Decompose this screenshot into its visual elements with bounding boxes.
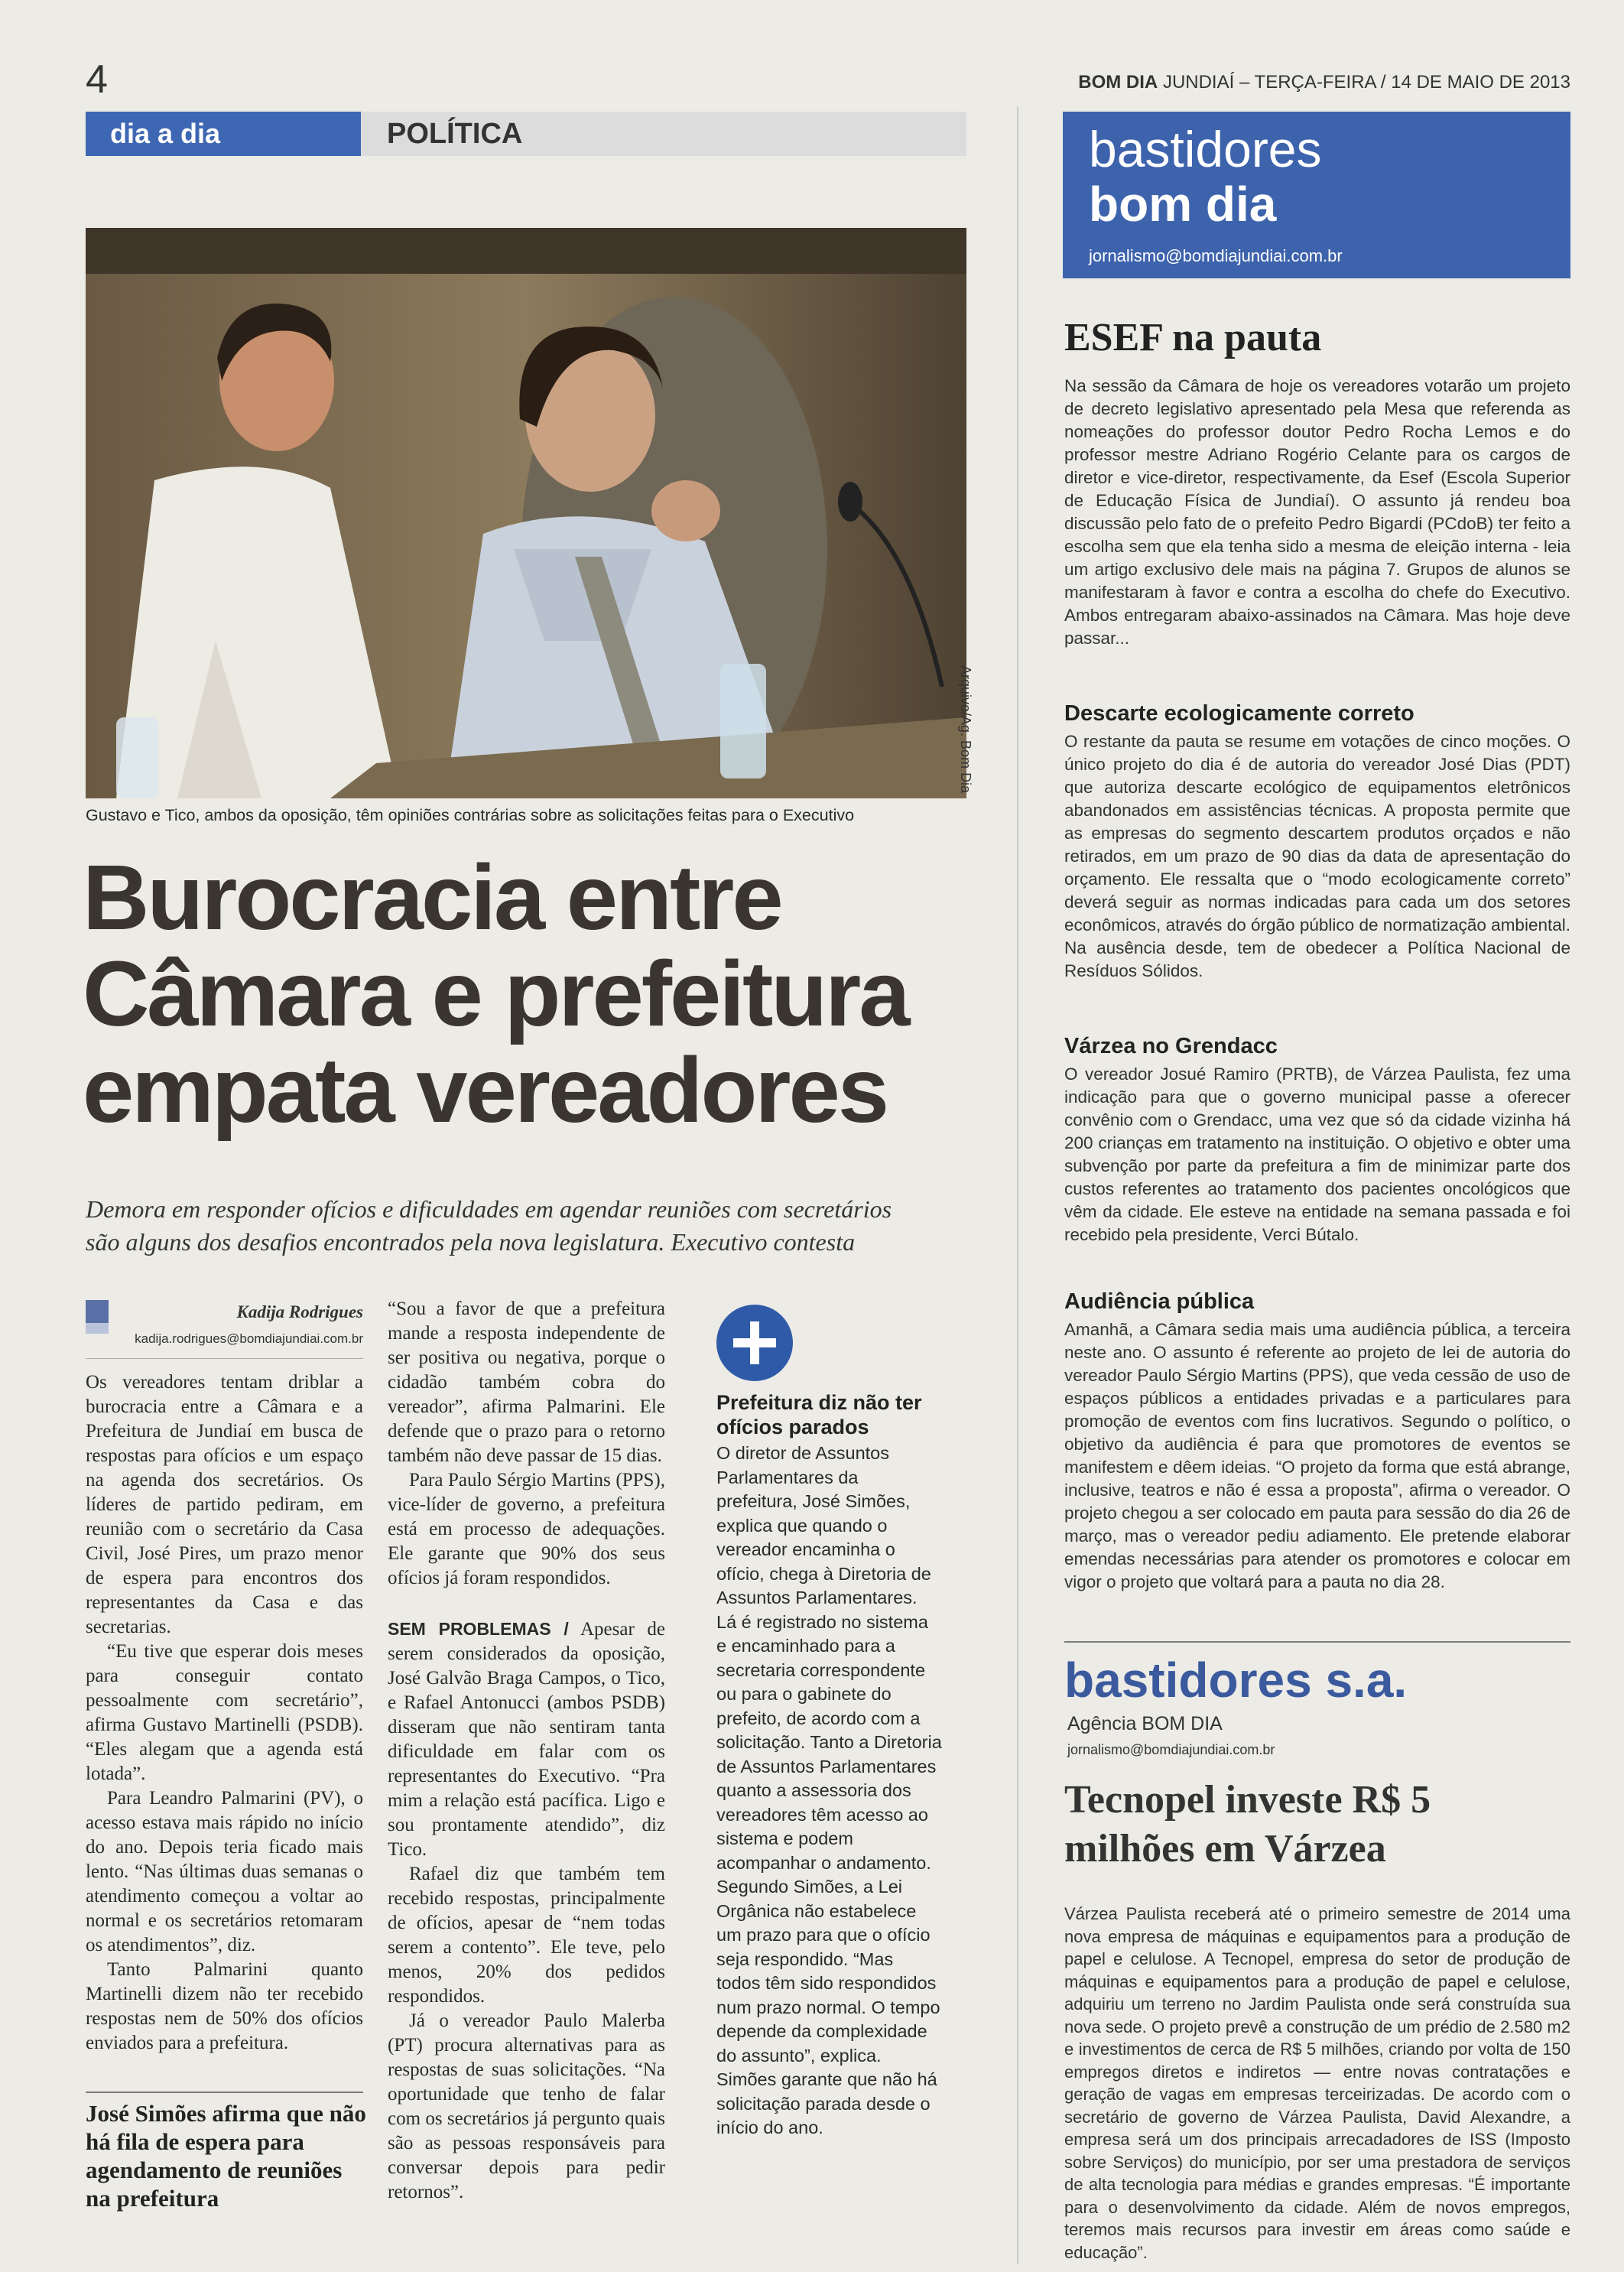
varzea-title: Várzea no Grendacc [1064, 1034, 1278, 1058]
deck [86, 1193, 988, 1259]
photo-credit: Arquivo/Ag. Bom Dia [958, 665, 973, 794]
section-tag: dia a dia [86, 112, 361, 156]
paragraph: Os vereadores tentam driblar a burocracia entre a Câmara e a Prefeitura de Jundiaí em busca de respostas para ofícios e um espaço na agenda dos secretários. Os líderes de partido pediram, em reunião com o secretário da Casa Civil, José Pires, um prazo menor de espera para encontros dos representantes da Casa e das secretarias. [86, 1372, 363, 1637]
author-name: Kadija Rodrigues [236, 1302, 363, 1321]
section-title: POLÍTICA [387, 118, 523, 150]
article-column-1 [86, 1370, 363, 2056]
paragraph: Para Leandro Palmarini (PV), o acesso estava mais rápido no início do ano. Depois teria ficado mais lento. “Nas últimas duas semanas o atendimento começou a voltar ao normal e os secretários retomaram os atendimentos”, diz. [86, 1788, 363, 1955]
article-column-2 [388, 1297, 665, 2205]
bastidores-email: jornalismo@bomdiajundiai.com.br [1089, 246, 1343, 265]
masthead-line [994, 72, 1570, 93]
subhead: SEM PROBLEMAS / [388, 1619, 569, 1639]
sa-rule [1064, 1641, 1570, 1643]
news-photo [86, 228, 966, 798]
photo-illustration [86, 228, 966, 798]
deck-line-2: são alguns dos desafios encontrados pela nova legislatura. Executivo contesta [86, 1228, 856, 1256]
esef-title: ESEF na pauta [1064, 316, 1322, 359]
author-email: kadija.rodrigues@bomdiajundiai.com.br [135, 1331, 363, 1346]
sa-headline [1064, 1776, 1570, 1874]
paragraph: “Eu tive que esperar dois meses para conseguir contato pessoalmente com secretário”, afirma Gustavo Martinelli (PSDB). “Eles alegam que a agenda está lotada”. [86, 1641, 363, 1784]
subhead-text: Apesar de serem considerados da oposição, José Galvão Braga Campos, o Tico, e Rafael Antonucci (ambos PSDB) disseram que não sentiram tanta dificuldade em falar com os representantes do Executivo. “Pra mim a relação está pacífica. Ligo e sou prontamente atendido”, diz Tico. [388, 1619, 665, 1860]
sa-email: jornalismo@bomdiajundiai.com.br [1067, 1742, 1275, 1757]
bastidores-title-1: bastidores [1089, 121, 1322, 177]
pullquote-rule [86, 2092, 363, 2093]
bastidores-title-2: bom dia [1089, 177, 1277, 232]
headline-line-1: Burocracia entre [83, 845, 781, 949]
audiencia-title: Audiência pública [1064, 1289, 1255, 1314]
sa-headline-line-2: milhões em Várzea [1064, 1827, 1386, 1871]
esef-text: Na sessão da Câmara de hoje os vereadores votarão um projeto de decreto legislativo apresentado pela Mesa que referenda as nomeações do professor doutor Pedro Rocha Lemos e do professor mestre Adriano Rogério Celante para os cargos de diretor e vice-diretor, respectivamente, da Esef (Escola Superior de Educação Física de Jundiaí). O assunto já rendeu boa discussão pelo fato de o prefeito Pedro Bigardi (PCdoB) ter feito a escolha sem que ela tenha sido a mesma de eleição interna - leia um artigo exclusivo dele mais na página 7. Grupos de alunos se manifestaram à favor e contra a escolha do chefe do Executivo. Ambos entregaram abaixo-assinados na Câmara. Mas hoje deve passar... [1064, 376, 1570, 648]
paragraph: Rafael diz que também tem recebido respostas, principalmente de ofícios, apesar de “nem todas serem a contento”. Ele teve, pelo menos, 20% dos pedidos respondidos. [388, 1864, 665, 2007]
paragraph: Já o vereador Paulo Malerba (PT) procura alternativas para as respostas de suas solicitações. “Na oportunidade que tenho de falar com os secretários já pergunto quais são as pessoas responsáveis para conversar depois para pedir retornos”. [388, 2010, 665, 2202]
varzea-text: O vereador Josué Ramiro (PRTB), de Várzea Paulista, fez uma indicação para que o governo municipal passe a oferecer convênio com o Grendacc, uma vez que só da cidade vizinha há 200 crianças em tratamento na instituição. O objetivo e obter uma subvenção por parte da prefeitura a fim de minimizar parte dos custos referentes ao tratamento dos pacientes oncológicos que vêm da cidade. Ele esteve na entidade na semana passada e foi recebido pela presidente, Verci Bútalo. [1064, 1064, 1570, 1244]
headline-line-3: empata vereadores [83, 1038, 888, 1142]
paragraph-subhead [388, 1617, 665, 1862]
descarte-title: Descarte ecologicamente correto [1064, 701, 1415, 726]
paragraph: Tanto Palmarini quanto Martinelli dizem não ter recebido respostas nem de 50% dos ofícios enviados para a prefeitura. [86, 1959, 363, 2053]
plus-icon [716, 1305, 793, 1381]
paragraph: Para Paulo Sérgio Martins (PPS), vice-líder de governo, a prefeitura está em processo de adequações. Ele garante que 90% dos seus ofícios já foram respondidos. [388, 1470, 665, 1588]
deck-line-1: Demora em responder ofícios e dificuldades em agendar reuniões com secretários [86, 1195, 892, 1223]
headline-line-2: Câmara e prefeitura [83, 941, 908, 1045]
headline [83, 845, 985, 1142]
sidebar-title: Prefeitura diz não ter ofícios parados [716, 1391, 922, 1438]
pullquote: José Simões afirma que não há fila de espera para agendamento de reuniões na prefeitura [86, 2100, 366, 2212]
sa-text: Várzea Paulista receberá até o primeiro semestre de 2014 uma nova empresa de máquinas e equipamentos para a produção de papel e celulose. A Tecnopel, empresa do setor de produção de máquinas e equipamentos para a produção de papel e celulose, adquiriu um terreno no Jardim Paulista onde será construída sua nova sede. O projeto prevê a construção de um prédio de 2.580 m2 e investimentos de cerca de R$ 5 milhões, criando por volta de 150 empregos diretos e indiretos — entre novas contratações e geração de vagas em empresas terceirizadas. De acordo com o secretário de governo de Várzea Paulista, David Alexandre, a empresa será um dos principais arrecadadores de ISS (Imposto sobre Serviços) do município, por ser uma prestadora de serviços de alta tecnologia para médias e grandes empresas. “É importante para o desenvolvimento da cidade. Além de novos empregos, teremos mais recursos para investir em áreas como saúde e educação”. [1064, 1904, 1570, 2262]
brand: BOM DIA [1078, 72, 1158, 93]
paragraph: “Sou a favor de que a prefeitura mande a resposta independente de ser positiva ou negativa, porque o cidadão também cobra do vereador”, afirma Palmarini. Ele defende que o prazo para o retorno também não deve passar de 15 dias. [388, 1299, 665, 1466]
descarte-text: O restante da pauta se resume em votações de cinco moções. O único projeto do dia é de autoria do vereador José Dias (PDT) que autoriza descarte ecológico de equipamentos eletrônicos abandonados em assistências técnicas. A proposta permite que as empresas do segmento descartem produtos orçados e não retirados, em um prazo de 90 dias da data de apresentação do orçamento. Ele ressalta que o “modo ecologicamente correto” deverá seguir as normas indicadas para cada um dos setores econômicos, através do órgão público de normatização ambiental. Na ausência desde, tem de obedecer a Política Nacional de Resíduos Sólidos. [1064, 732, 1570, 980]
plus-badge [716, 1305, 793, 1381]
edition-date: JUNDIAÍ – TERÇA-FEIRA / 14 DE MAIO DE 2013 [1162, 72, 1570, 93]
sidebar-text: O diretor de Assuntos Parlamentares da prefeitura, José Simões, explica que quando o vereador encaminha o ofício, chega à Diretoria de Assuntos Parlamentares. Lá é registrado no sistema e encaminhado para a secretaria correspondente ou para o gabinete do prefeito, de acordo com a solicitação. Tanto a Diretoria de Assuntos Parlamentares quanto a assessoria dos vereadores têm acesso ao sistema e podem acompanhar o andamento. Segundo Simões, a Lei Orgânica não estabelece um prazo para que o ofício seja respondido. “Mas todos têm sido respondidos num prazo normal. O tempo depende da complexidade do assunto”, explica. Simões garante que não há solicitação parada desde o início do ano. [716, 1443, 942, 2137]
audiencia-text: Amanhã, a Câmara sedia mais uma audiência pública, a terceira neste ano. O assunto é referente ao projeto de lei de autoria do vereador Paulo Sérgio Martins (PPS), que veda cessão de uso de espaços públicos a entidades privadas e a particulares para promoção de eventos com fins lucrativos. Segundo o político, o objetivo da audiência é para que promotores de eventos se manifestem e dêem ideias. “O projeto da forma que está abrange, inclusive, teatros e não é essa a proposta”, afirma o vereador. O projeto chegou a ser colocado em pauta para sessão do dia 26 de março, mas o vereador pediu adiamento. Ele pretende elaborar emendas necessárias para atender os promotores e colocar em vigor o projeto que voltará para a pauta no dia 28. [1064, 1320, 1570, 1591]
sa-headline-line-1: Tecnopel investe R$ 5 [1064, 1778, 1431, 1822]
byline-marker-2 [86, 1323, 109, 1334]
byline-marker [86, 1300, 109, 1323]
page-number: 4 [86, 57, 108, 102]
sa-title: bastidores s.a. [1064, 1653, 1408, 1708]
column-divider [1017, 107, 1018, 2264]
byline-rule [86, 1358, 363, 1359]
sa-agency: Agência BOM DIA [1067, 1713, 1223, 1734]
photo-caption: Gustavo e Tico, ambos da oposição, têm opiniões contrárias sobre as solicitações feitas para o Executivo [86, 806, 855, 824]
